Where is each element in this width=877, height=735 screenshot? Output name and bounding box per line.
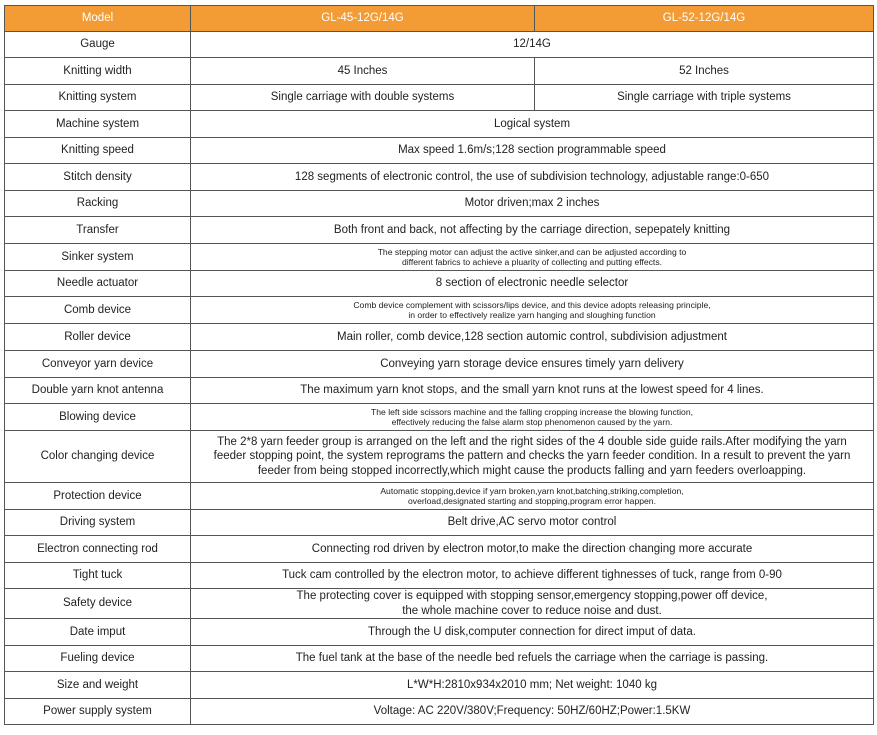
row-label: Driving system	[5, 510, 191, 536]
table-row	[5, 510, 874, 536]
table-row	[5, 563, 874, 589]
row-label: Tight tuck	[5, 563, 191, 589]
row-label: Protection device	[5, 483, 191, 510]
header-model: Model	[5, 6, 191, 32]
row-value: Belt drive,AC servo motor control	[191, 510, 874, 536]
table-row	[5, 483, 874, 510]
row-value-line: Comb device complement with scissors/lips device, and this device adopts releasing principle,	[353, 299, 711, 310]
table-row	[5, 536, 874, 563]
table-row	[5, 619, 874, 646]
header-model-a: GL-45-12G/14G	[191, 6, 535, 32]
row-value-a: Single carriage with double systems	[191, 85, 535, 111]
row-value-line: the whole machine cover to reduce noise and dust.	[402, 604, 662, 617]
row-value-line: feeder from being stopped incorrectly,which might cause the products falling and yarn feeders overloapping.	[257, 464, 807, 477]
row-label: Machine system	[5, 111, 191, 138]
row-value-line: different fabrics to achieve a pluarity of collecting and putting effects.	[401, 257, 663, 267]
row-value: Main roller, comb device,128 section automic control, subdivision adjustment	[191, 324, 874, 351]
row-value-b: 52 Inches	[535, 58, 874, 85]
row-value-line: feeder stopping point, the system reprograms the pattern and checks the yarn feeder condition. In a result to prevent the yarn	[213, 450, 851, 463]
row-value: 12/14G	[191, 32, 874, 58]
row-label: Roller device	[5, 324, 191, 351]
table-row	[5, 111, 874, 138]
row-value: Conveying yarn storage device ensures timely yarn delivery	[191, 351, 874, 378]
table-row	[5, 85, 874, 111]
row-value	[191, 589, 874, 619]
header-model-b: GL-52-12G/14G	[535, 6, 874, 32]
row-label: Blowing device	[5, 404, 191, 431]
row-label: Power supply system	[5, 699, 191, 725]
row-label: Racking	[5, 191, 191, 217]
spec-table	[4, 5, 874, 725]
row-label: Stitch density	[5, 164, 191, 191]
row-value: Logical system	[191, 111, 874, 138]
row-label: Date imput	[5, 619, 191, 646]
row-label: Knitting width	[5, 58, 191, 85]
table-row	[5, 404, 874, 431]
row-value	[191, 297, 874, 324]
row-value	[191, 431, 874, 483]
header-row	[5, 6, 874, 32]
row-value-line: Automatic stopping,device if yarn broken,yarn knot,batching,striking,completion,	[380, 485, 684, 496]
table-row	[5, 351, 874, 378]
row-value-a: 45 Inches	[191, 58, 535, 85]
row-value: Connecting rod driven by electron motor,to make the direction changing more accurate	[191, 536, 874, 563]
row-label: Sinker system	[5, 244, 191, 271]
row-label: Needle actuator	[5, 271, 191, 297]
table-row	[5, 324, 874, 351]
table-row	[5, 378, 874, 404]
table-row	[5, 297, 874, 324]
row-value: Both front and back, not affecting by the carriage direction, sepepately knitting	[191, 217, 874, 244]
row-value: Tuck cam controlled by the electron motor, to achieve different tighnesses of tuck, range from 0-90	[191, 563, 874, 589]
table-row	[5, 589, 874, 619]
table-row	[5, 58, 874, 85]
row-value: Max speed 1.6m/s;128 section programmable speed	[191, 138, 874, 164]
table-row	[5, 672, 874, 699]
row-label: Size and weight	[5, 672, 191, 699]
row-value-line: The stepping motor can adjust the active sinker,and can be adjusted according to	[377, 246, 687, 257]
row-value: The fuel tank at the base of the needle bed refuels the carriage when the carriage is passing.	[191, 646, 874, 672]
row-value-line: in order to effectively realize yarn hanging and sloughing function	[408, 310, 656, 320]
row-value	[191, 244, 874, 271]
table-row	[5, 191, 874, 217]
row-label: Safety device	[5, 589, 191, 619]
table-row	[5, 244, 874, 271]
row-value: Voltage: AC 220V/380V;Frequency: 50HZ/60HZ;Power:1.5KW	[191, 699, 874, 725]
table-row	[5, 164, 874, 191]
row-label: Gauge	[5, 32, 191, 58]
table-row	[5, 431, 874, 483]
row-value	[191, 483, 874, 510]
row-value-line: The 2*8 yarn feeder group is arranged on the left and the right sides of the 4 double side guide rails.After modifying the yarn	[217, 435, 847, 448]
row-value: Motor driven;max 2 inches	[191, 191, 874, 217]
table-row	[5, 32, 874, 58]
row-label: Double yarn knot antenna	[5, 378, 191, 404]
table-row	[5, 699, 874, 725]
row-value: The maximum yarn knot stops, and the small yarn knot runs at the lowest speed for 4 lines.	[191, 378, 874, 404]
table-row	[5, 138, 874, 164]
row-label: Knitting system	[5, 85, 191, 111]
row-value: 8 section of electronic needle selector	[191, 271, 874, 297]
row-label: Electron connecting rod	[5, 536, 191, 563]
table-row	[5, 646, 874, 672]
table-row	[5, 271, 874, 297]
row-value-line: effectively reducing the false alarm stop phenomenon caused by the yarn.	[391, 417, 673, 427]
row-label: Color changing device	[5, 431, 191, 483]
table-row	[5, 217, 874, 244]
row-value: L*W*H:2810x934x2010 mm; Net weight: 1040 kg	[191, 672, 874, 699]
row-label: Transfer	[5, 217, 191, 244]
row-label: Knitting speed	[5, 138, 191, 164]
row-value-line: The left side scissors machine and the falling cropping increase the blowing function,	[371, 406, 693, 417]
row-value: 128 segments of electronic control, the use of subdivision technology, adjustable range:0-650	[191, 164, 874, 191]
row-value-line: The protecting cover is equipped with stopping sensor,emergency stopping,power off device,	[296, 590, 768, 602]
row-value: Through the U disk,computer connection for direct imput of data.	[191, 619, 874, 646]
row-value-line: overload,designated starting and stopping,program error happen.	[408, 496, 656, 506]
row-label: Conveyor yarn device	[5, 351, 191, 378]
row-label: Comb device	[5, 297, 191, 324]
row-label: Fueling device	[5, 646, 191, 672]
row-value-b: Single carriage with triple systems	[535, 85, 874, 111]
row-value	[191, 404, 874, 431]
